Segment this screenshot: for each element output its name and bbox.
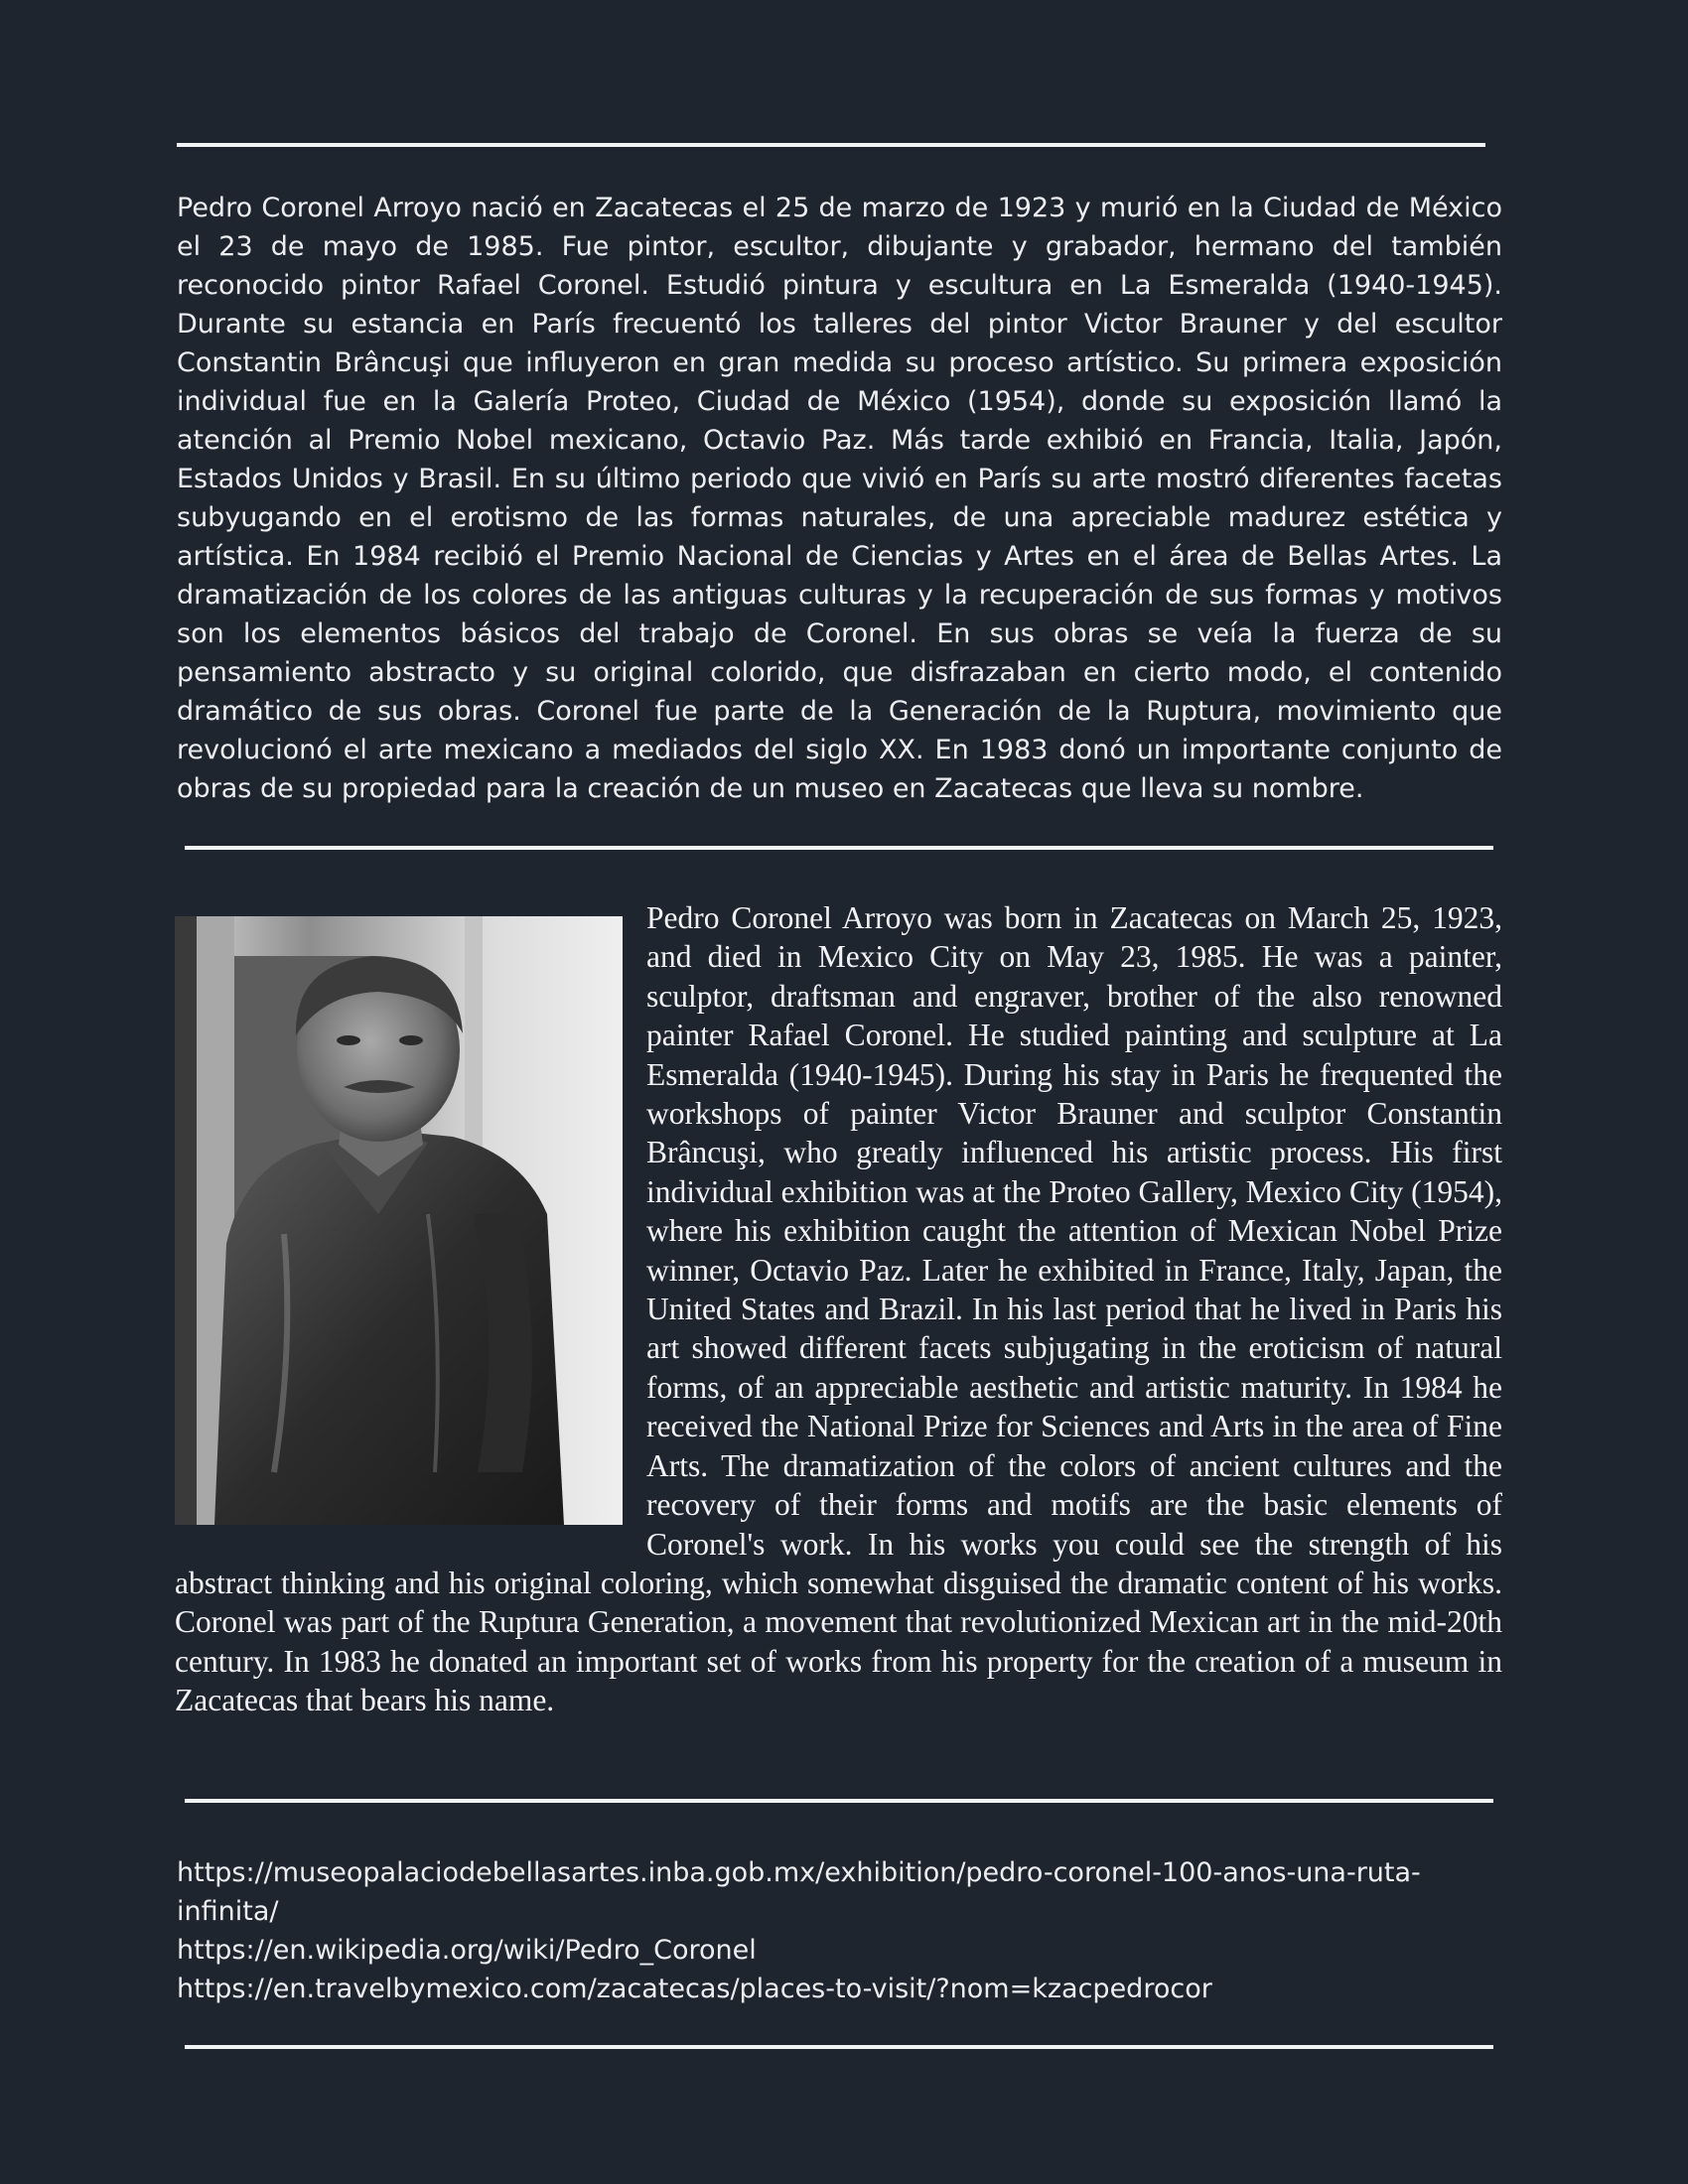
portrait-photo <box>175 916 623 1525</box>
source-link-museo[interactable]: https://museopalaciodebellasartes.inba.gob.mx/exhibition/pedro-coronel-100-anos-una-ruta-infinita/ <box>177 1857 1421 1927</box>
portrait-image <box>175 916 623 1525</box>
spanish-biography: Pedro Coronel Arroyo nació en Zacatecas el 25 de marzo de 1923 y murió en la Ciudad de México el 23 de mayo de 1985. Fue pintor, escultor, dibujante y grabador, hermano del también reconocido pintor Rafael Coronel. Estudió pintura y escultura en La Esmeralda (1940-1945). Durante su estancia en París frecuentó los talleres del pintor Victor Brauner y del escultor Constantin Brâncuşi que influyeron en gran medida su proceso artístico. Su primera exposición individual fue en la Galería Proteo, Ciudad de México (1954), donde su exposición llamó la atención al Premio Nobel mexicano, Octavio Paz. Más tarde exhibió en Francia, Italia, Japón, Estados Unidos y Brasil. En su último periodo que vivió en París su arte mostró diferentes facetas subyugando en el erotismo de las formas naturales, de una apreciable madurez estética y artística. En 1984 recibió el Premio Nacional de Ciencias y Artes en el área de Bellas Artes. La dramatización de los colores de las antiguas culturas y la recuperación de sus formas y motivos son los elementos básicos del trabajo de Coronel. En sus obras se veía la fuerza de su pensamiento abstracto y su original colorido, que disfrazaban en cierto modo, el contenido dramático de sus obras. Coronel fue parte de la Generación de la Ruptura, movimiento que revolucionó el arte mexicano a mediados del siglo XX. En 1983 donó un importante conjunto de obras de su propiedad para la creación de un museo en Zacatecas que lleva su nombre. <box>177 193 1502 804</box>
source-link-wikipedia[interactable]: https://en.wikipedia.org/wiki/Pedro_Coronel <box>177 1935 757 1966</box>
divider-before-sources <box>185 1799 1493 1803</box>
divider-after-spanish <box>185 846 1493 850</box>
sources-list <box>177 1853 1502 2008</box>
divider-top <box>177 143 1485 147</box>
divider-bottom <box>185 2045 1493 2049</box>
source-link-travelbymexico[interactable]: https://en.travelbymexico.com/zacatecas/places-to-visit/?nom=kzacpedrocor <box>177 1974 1212 2004</box>
english-section <box>175 898 1502 1720</box>
english-biography: Pedro Coronel Arroyo was born in Zacatecas on March 25, 1923, and died in Mexico City on May 23, 1985. He was a painter, sculptor, draftsman and engraver, brother of the also renowned painter Rafael Coronel. He studied painting and sculpture at La Esmeralda (1940-1945). During his stay in Paris he frequented the workshops of painter Victor Brauner and sculptor Constantin Brâncuşi, who greatly influenced his artistic process. His first individual exhibition was at the Proteo Gallery, Mexico City (1954), where his exhibition caught the attention of Mexican Nobel Prize winner, Octavio Paz. Later he exhibited in France, Italy, Japan, the United States and Brazil. In his last period that he lived in Paris his art showed different facets subjugating in the eroticism of natural forms, of an appreciable aesthetic and artistic maturity. In 1984 he received the National Prize for Sciences and Arts in the area of Fine Arts. The dramatization of the colors of ancient cultures and the recovery of their forms and motifs are the basic elements of Coronel's work. In his works you could see the strength of his abstract thinking and his original coloring, which somewhat disguised the dramatic content of his works. Coronel was part of the Ruptura Generation, a movement that revolutionized Mexican art in the mid-20th century. In 1983 he donated an important set of works from his property for the creation of a museum in Zacatecas that bears his name. <box>175 900 1502 1718</box>
